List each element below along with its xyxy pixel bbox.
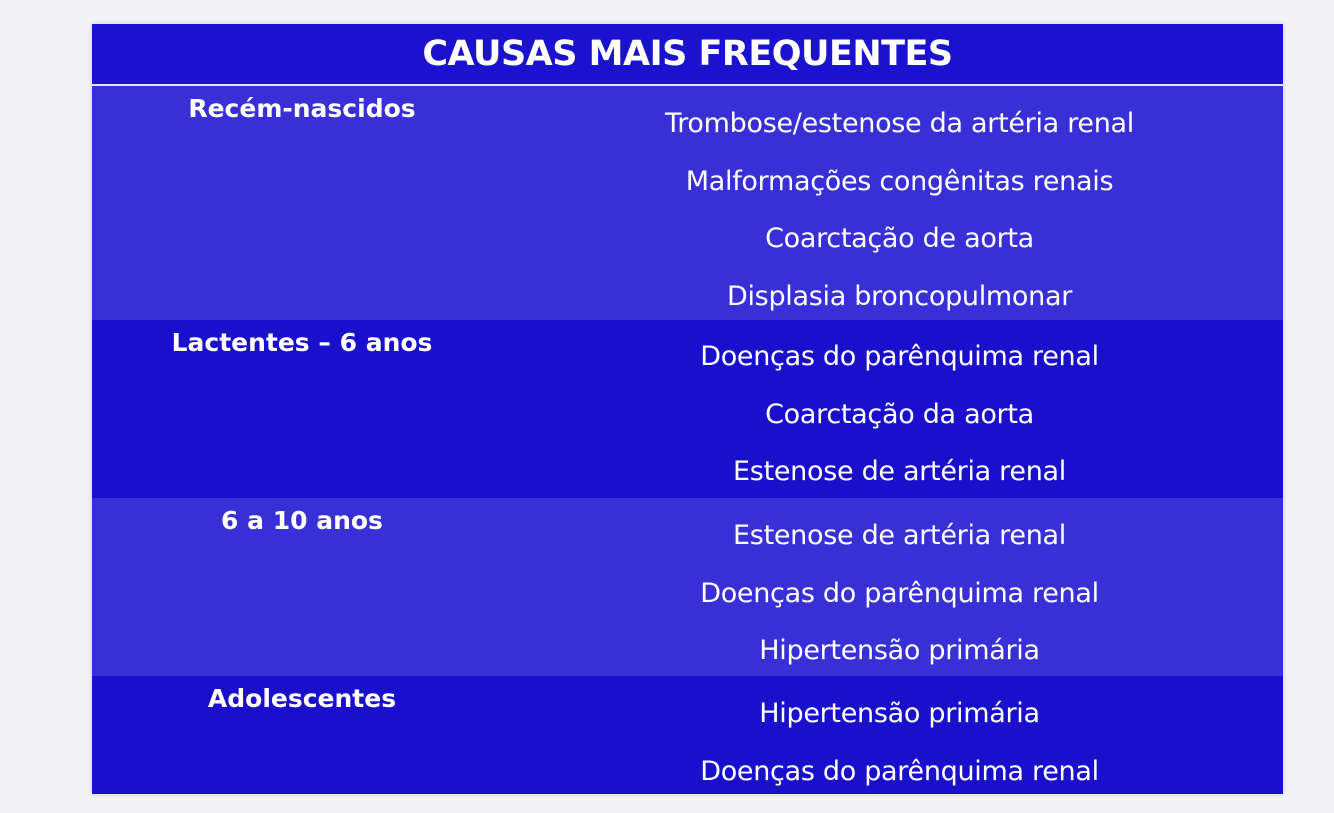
cause-list	[522, 328, 1277, 501]
group-label: Recém-nascidos	[188, 94, 416, 123]
cause-list	[522, 507, 1277, 680]
group-adolescentes	[92, 676, 1283, 794]
group-recem-nascidos	[92, 86, 1283, 320]
cause-list	[522, 685, 1277, 800]
cause-item: Estenose de artéria renal	[733, 456, 1066, 487]
causes-table	[92, 24, 1283, 794]
group-6-a-10-anos	[92, 498, 1283, 676]
group-lactentes	[92, 320, 1283, 498]
group-label: Lactentes – 6 anos	[171, 328, 433, 357]
group-label: Adolescentes	[207, 684, 397, 713]
table-title: CAUSAS MAIS FREQUENTES	[92, 24, 1283, 86]
cause-item: Hipertensão primária	[759, 635, 1040, 666]
cause-item: Doenças do parênquima renal	[700, 755, 1099, 787]
cause-item: Displasia broncopulmonar	[726, 280, 1072, 312]
cause-item: Trombose/estenose da artéria renal	[665, 108, 1134, 139]
group-label: 6 a 10 anos	[221, 506, 383, 535]
cause-item: Estenose de artéria renal	[733, 520, 1066, 551]
cause-item: Hipertensão primária	[759, 698, 1040, 729]
cause-item: Coarctação de aorta	[765, 223, 1034, 254]
cause-item: Doenças do parênquima renal	[700, 577, 1099, 609]
cause-item: Coarctação da aorta	[765, 398, 1034, 430]
cause-list	[522, 95, 1277, 325]
cause-item: Doenças do parênquima renal	[700, 341, 1099, 372]
cause-item: Malformações congênitas renais	[685, 165, 1114, 197]
